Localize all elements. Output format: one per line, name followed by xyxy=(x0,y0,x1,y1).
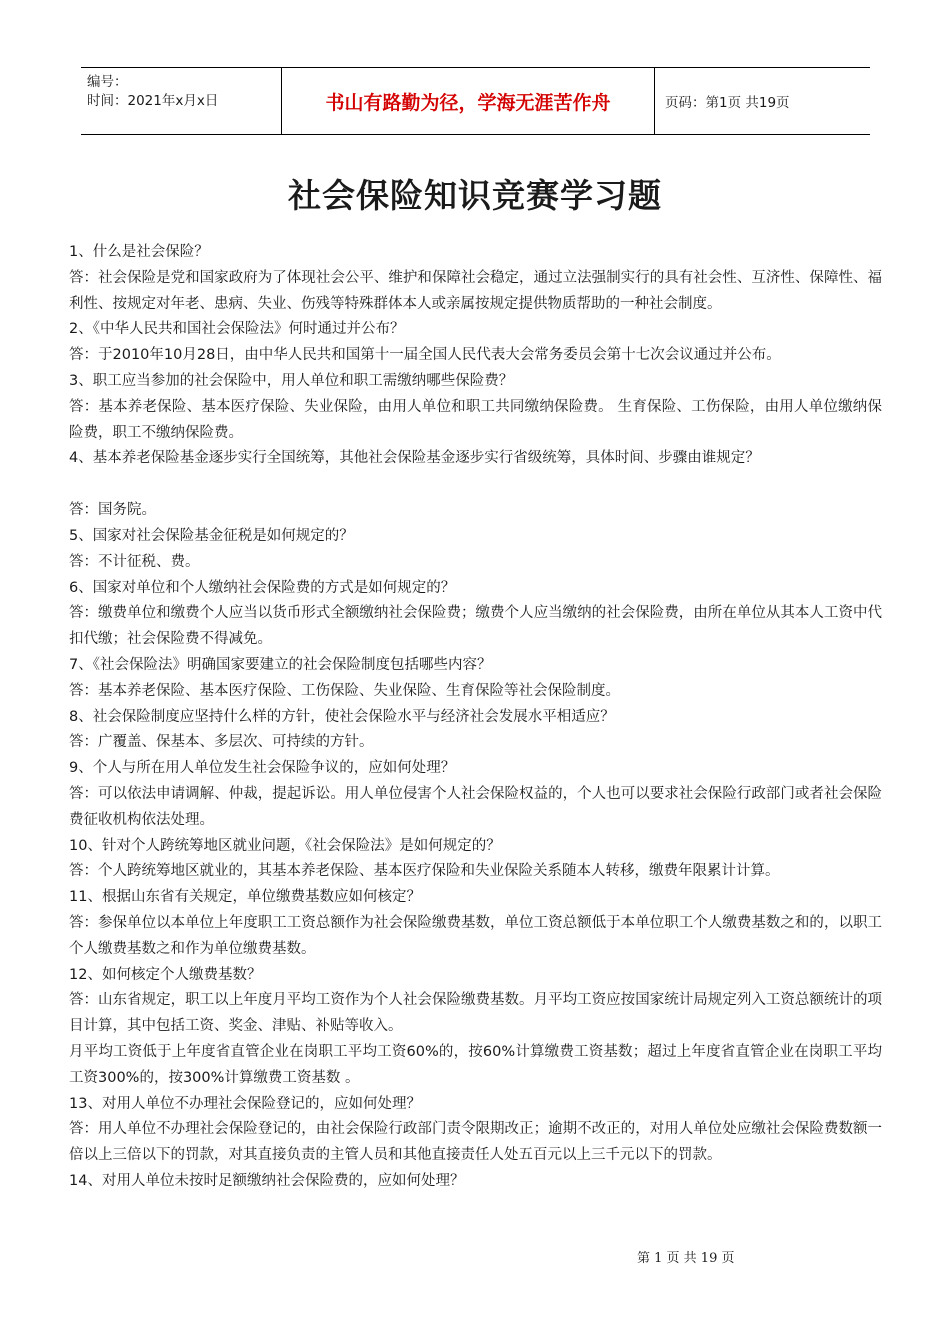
header-motto: 书山有路勤为径，学海无涯苦作舟 xyxy=(282,68,655,134)
header-meta xyxy=(81,68,282,134)
answer: 答：于2010年10月28日，由中华人民共和国第十一届全国人民代表大会常务委员会第十七次会议通过并公布。 xyxy=(69,347,781,364)
answer: 答：国务院。 xyxy=(69,502,156,519)
question: 13、对用人单位不办理社会保险登记的，应如何处理？ xyxy=(69,1095,421,1112)
document-number: 编号： xyxy=(87,74,128,90)
question: 3、职工应当参加的社会保险中，用人单位和职工需缴纳哪些保险费？ xyxy=(69,372,514,389)
question: 11、根据山东省有关规定，单位缴费基数应如何核定？ xyxy=(69,889,421,906)
answer-continued: 月平均工资低于上年度省直管企业在岗职工平均工资60%的，按60%计算缴费工资基数；超过上年度省直管企业在岗职工平均工资300%的，按300%计算缴费工资基数 。 xyxy=(69,1043,882,1086)
answer: 答：山东省规定，职工以上年度月平均工资作为个人社会保险缴费基数。月平均工资应按国家统计局规定列入工资总额统计的项目计算，其中包括工资、奖金、津贴、补贴等收入。 xyxy=(69,992,882,1035)
answer: 答：缴费单位和缴费个人应当以货币形式全额缴纳社会保险费；缴费个人应当缴纳的社会保险费，由所在单位从其本人工资中代扣代缴；社会保险费不得减免。 xyxy=(69,605,882,648)
answer: 答：基本养老保险、基本医疗保险、工伤保险、失业保险、生育保险等社会保险制度。 xyxy=(69,682,620,699)
question: 5、国家对社会保险基金征税是如何规定的？ xyxy=(69,527,354,544)
question: 9、个人与所在用人单位发生社会保险争议的，应如何处理？ xyxy=(69,760,456,777)
question: 14、对用人单位未按时足额缴纳社会保险费的，应如何处理？ xyxy=(69,1172,465,1189)
question: 4、基本养老保险基金逐步实行全国统筹，其他社会保险基金逐步实行省级统筹，具体时间、步骤由谁规定？ xyxy=(69,450,760,467)
answer: 答：不计征税、费。 xyxy=(69,553,200,570)
answer: 答：参保单位以本单位上年度职工工资总额作为社会保险缴费基数，单位工资总额低于本单位职工个人缴费基数之和的，以职工个人缴费基数之和作为单位缴费基数。 xyxy=(69,914,882,957)
question: 12、如何核定个人缴费基数？ xyxy=(69,966,262,983)
question: 1、什么是社会保险？ xyxy=(69,244,209,260)
question: 8、社会保险制度应坚持什么样的方针，使社会保险水平与经济社会发展水平相适应？ xyxy=(69,708,615,725)
question: 2、《中华人民共和国社会保险法》何时通过并公布？ xyxy=(69,321,405,338)
document-title: 社会保险知识竞赛学习题 xyxy=(288,176,662,215)
answer: 答：基本养老保险、基本医疗保险、失业保险，由用人单位和职工共同缴纳保险费。 生育保险、工伤保险，由用人单位缴纳保险费，职工不缴纳保险费。 xyxy=(69,398,882,441)
document-time: 时间：2021年x月x日 xyxy=(87,93,219,109)
question: 6、国家对单位和个人缴纳社会保险费的方式是如何规定的？ xyxy=(69,579,456,596)
header-page-number: 页码：第1页 共19页 xyxy=(665,95,790,111)
answer: 答：可以依法申请调解、仲裁，提起诉讼。用人单位侵害个人社会保险权益的，个人也可以要求社会保险行政部门或者社会保险费征收机构依法处理。 xyxy=(69,785,882,828)
page-header xyxy=(81,67,870,135)
answer: 答：社会保险是党和国家政府为了体现社会公平、维护和保障社会稳定，通过立法强制实行的具有社会性、互济性、保障性、福利性、按规定对年老、患病、失业、伤残等特殊群体本人或亲属按规定提供物质帮助的一种社会制度。 xyxy=(69,269,882,312)
answer: 答：广覆盖、保基本、多层次、可持续的方针。 xyxy=(69,734,374,751)
page-footer: 第 1 页 共 19 页 xyxy=(637,1251,735,1266)
answer: 答：用人单位不办理社会保险登记的，由社会保险行政部门责令限期改正；逾期不改正的，对用人单位处应缴社会保险费数额一倍以上三倍以下的罚款，对其直接负责的主管人员和其他直接责任人处五百元以上三千元以下的罚款。 xyxy=(69,1121,882,1164)
document-body xyxy=(69,240,882,1195)
answer: 答：个人跨统筹地区就业的，其基本养老保险、基本医疗保险和失业保险关系随本人转移，缴费年限累计计算。 xyxy=(69,863,780,880)
question: 7、《社会保险法》明确国家要建立的社会保险制度包括哪些内容？ xyxy=(69,656,492,673)
question: 10、针对个人跨统筹地区就业问题，《社会保险法》是如何规定的？ xyxy=(69,837,501,854)
